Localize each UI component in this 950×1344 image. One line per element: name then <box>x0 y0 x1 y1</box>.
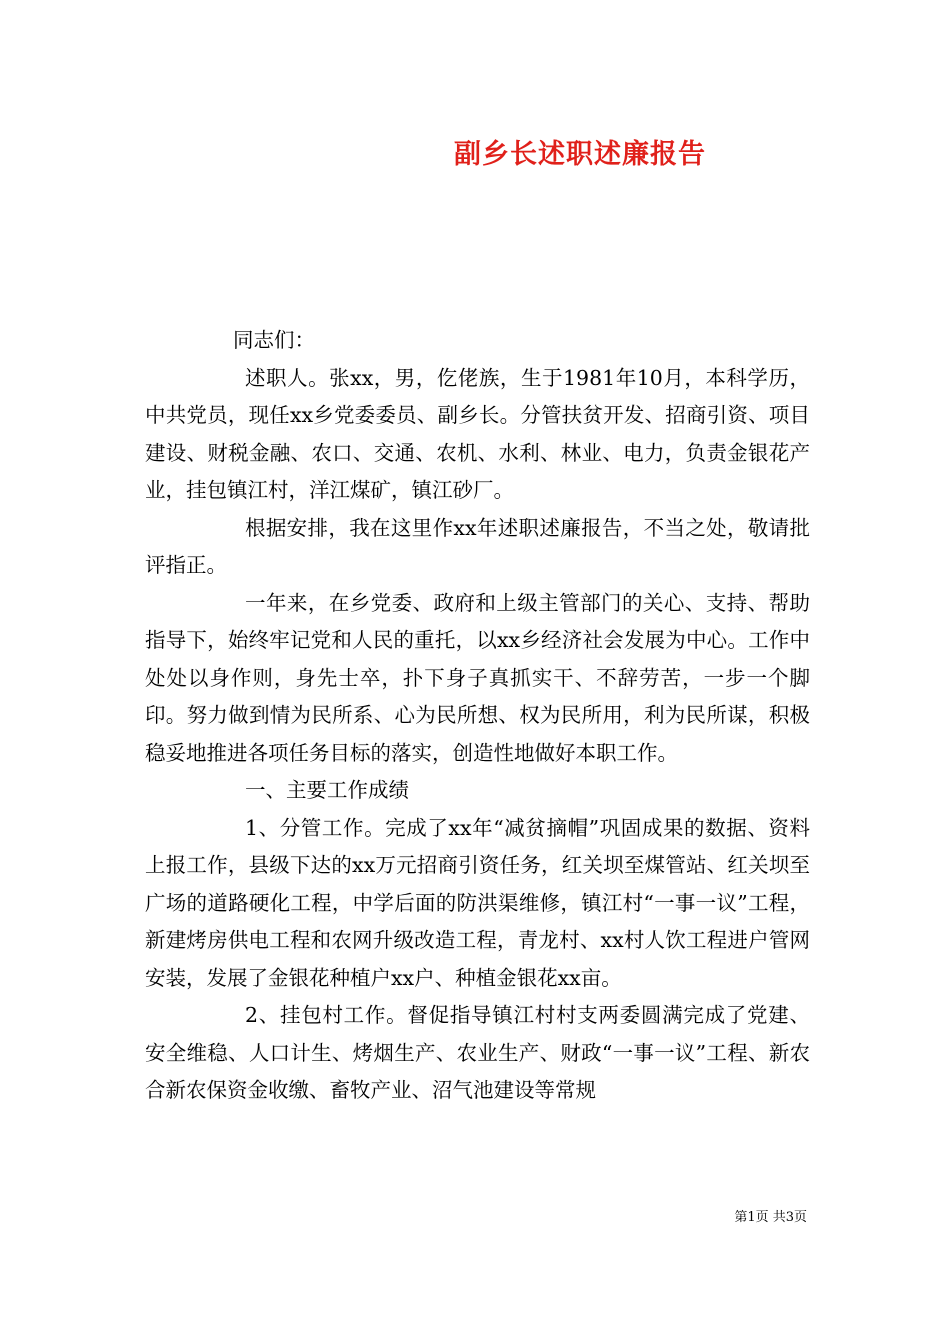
paragraph-managed-work: 1、分管工作。完成了xx年“减贫摘帽”巩固成果的数据、资料上报工作，县级下达的xx万元招商引资任务，红关坝至煤管站、红关坝至广场的道路硬化工程，中学后面的防洪渠维修，镇江村“一事一议”工程，新建烤房供电工程和农网升级改造工程，青龙村、xx村人饮工程进户管网安装，发展了金银花种植户xx户、种植金银花xx亩。 <box>145 815 810 990</box>
paragraph-village-work: 2、挂包村工作。督促指导镇江村村支两委圆满完成了党建、安全维稳、人口计生、烤烟生产、农业生产、财政“一事一议”工程、新农合新农保资金收缴、畜牧产业、沼气池建设等常规 <box>145 1003 810 1102</box>
salutation: 同志们： <box>233 328 315 352</box>
section-heading: 一、主要工作成绩 <box>245 778 409 802</box>
paragraph-arrangement: 根据安排，我在这里作xx年述职述廉报告，不当之处，敬请批评指正。 <box>145 515 810 577</box>
page-footer: 第1页 共3页 <box>734 1210 807 1225</box>
document-body <box>145 322 810 1110</box>
paragraph-year-review: 一年来，在乡党委、政府和上级主管部门的关心、支持、帮助指导下，始终牢记党和人民的重托，以xx乡经济社会发展为中心。工作中处处以身作则，身先士卒，扑下身子真抓实干、不辞劳苦，一步一个脚印。努力做到情为民所系、心为民所想、权为民所用，利为民所谋，积极稳妥地推进各项任务目标的落实，创造性地做好本职工作。 <box>145 590 810 765</box>
page-title: 副乡长述职述廉报告 <box>454 139 706 170</box>
paragraph-intro: 述职人。张xx，男，仡佬族，生于1981年10月，本科学历，中共党员，现任xx乡党委委员、副乡长。分管扶贫开发、招商引资、项目建设、财税金融、农口、交通、农机、水利、林业、电力，负责金银花产业，挂包镇江村，洋江煤矿，镇江砂厂。 <box>145 365 810 502</box>
